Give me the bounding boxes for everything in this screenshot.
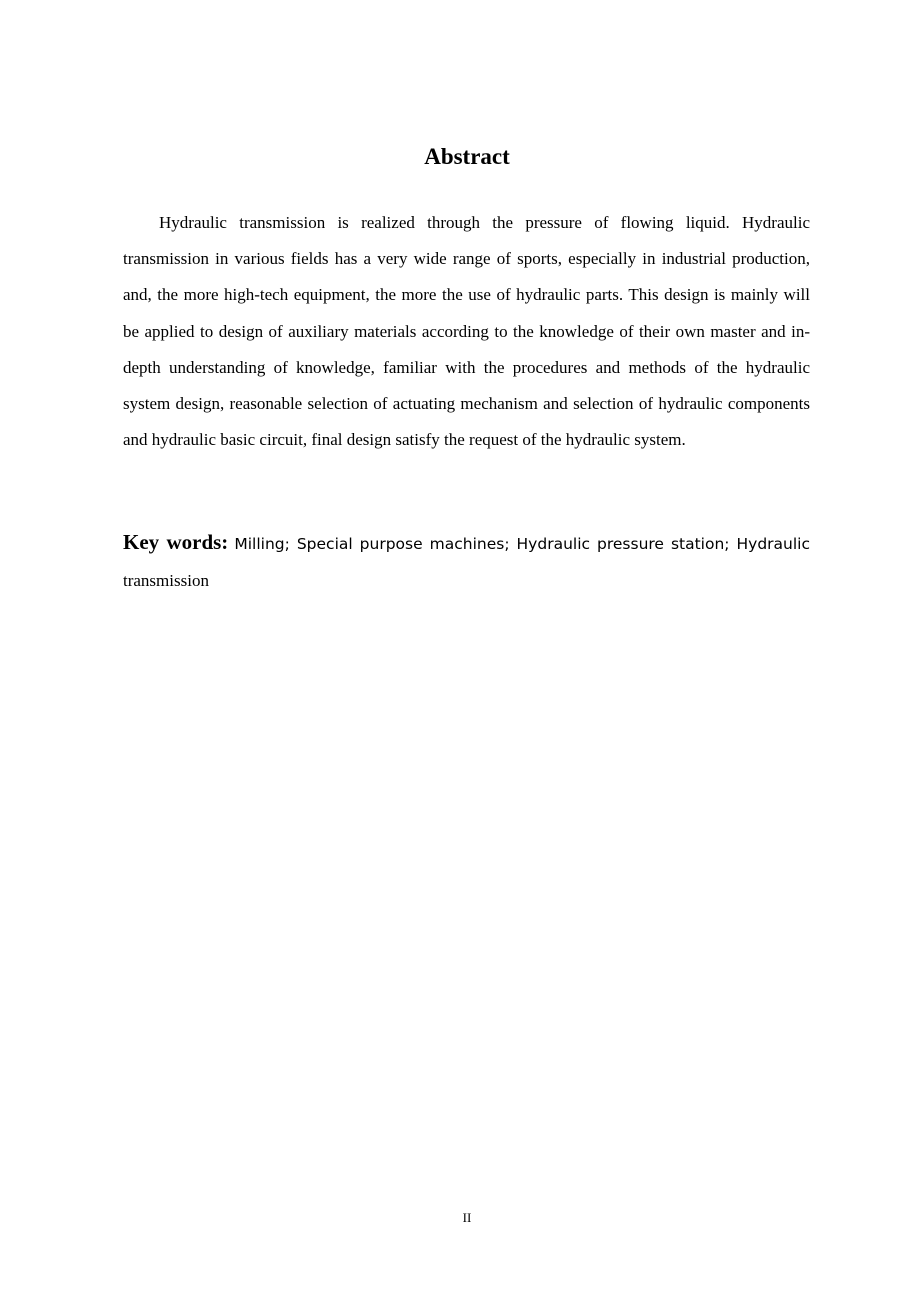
keywords-list: Milling; Special purpose machines; Hydraulic pressure station; Hydraulic	[234, 535, 811, 553]
abstract-paragraph: Hydraulic transmission is realized through the pressure of flowing liquid. Hydraulic transmission in various fields has a very wide range of sports, especially in industrial production, and, the more high-tech equipment, the more the use of hydraulic parts. This design is mainly will be applied to design of auxiliary materials according to the knowledge of their own master and in-depth understanding of knowledge, familiar with the procedures and methods of the hydraulic system design, reasonable selection of actuating mechanism and selection of hydraulic components and hydraulic basic circuit, final design satisfy the request of the hydraulic system.	[123, 213, 810, 450]
keywords-list-continuation: transmission	[123, 571, 209, 590]
page-number: II	[462, 1210, 472, 1225]
abstract-title: Abstract	[424, 144, 510, 169]
keywords-label: Key words:	[123, 530, 229, 554]
keywords-section	[123, 524, 810, 600]
